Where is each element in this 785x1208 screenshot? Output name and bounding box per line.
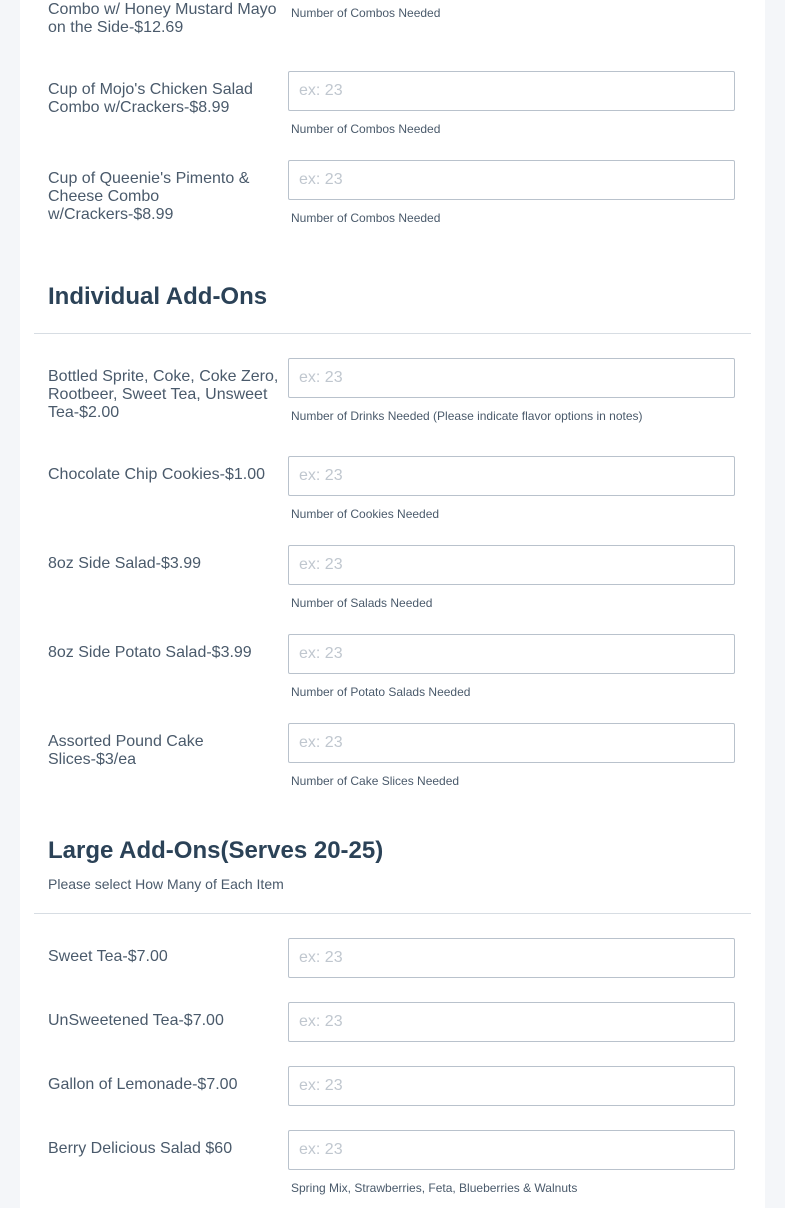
- combo-chicken-salad-field[interactable]: [289, 72, 734, 110]
- pound-cake-field[interactable]: [289, 724, 734, 762]
- lemonade-input[interactable]: [288, 1066, 735, 1106]
- sweet-tea-input[interactable]: [288, 938, 735, 978]
- potato-salad-field[interactable]: [289, 635, 734, 673]
- pound-cake-label: Assorted Pound Cake Slices-$3/ea: [48, 733, 204, 768]
- combo-pimento-cheese-input[interactable]: [288, 160, 735, 200]
- pound-cake-help: Number of Cake Slices Needed: [291, 774, 460, 788]
- potato-salad-help: Number of Potato Salads Needed: [291, 685, 471, 699]
- unsweetened-tea-field[interactable]: [289, 1003, 734, 1041]
- combo-honey-mustard-label: Combo w/ Honey Mustard Mayo on the Side-$12.69: [48, 1, 277, 36]
- side-salad-help: Number of Salads Needed: [291, 596, 433, 610]
- large-addons-heading: Large Add-Ons(Serves 20-25): [48, 837, 384, 864]
- combo-pimento-cheese-label: Cup of Queenie's Pimento & Cheese Combo w/Crackers-$8.99: [48, 170, 250, 223]
- drinks-input[interactable]: [288, 358, 735, 398]
- potato-salad-input[interactable]: [288, 634, 735, 674]
- side-salad-field[interactable]: [289, 546, 734, 584]
- cookies-field[interactable]: [289, 457, 734, 495]
- lemonade-label: Gallon of Lemonade-$7.00: [48, 1076, 238, 1093]
- pound-cake-input[interactable]: [288, 723, 735, 763]
- sweet-tea-label: Sweet Tea-$7.00: [48, 948, 168, 965]
- combo-chicken-salad-input[interactable]: [288, 71, 735, 111]
- drinks-label: Bottled Sprite, Coke, Coke Zero, Rootbeer, Sweet Tea, Unsweet Tea-$2.00: [48, 368, 279, 421]
- section-divider: [34, 333, 751, 334]
- potato-salad-label: 8oz Side Potato Salad-$3.99: [48, 644, 252, 661]
- combo-chicken-salad-label: Cup of Mojo's Chicken Salad Combo w/Crackers-$8.99: [48, 81, 253, 116]
- berry-salad-field[interactable]: [289, 1131, 734, 1169]
- drinks-help: Number of Drinks Needed (Please indicate flavor options in notes): [291, 409, 643, 423]
- cookies-help: Number of Cookies Needed: [291, 507, 440, 521]
- combo-chicken-salad-help: Number of Combos Needed: [291, 122, 441, 136]
- cookies-label: Chocolate Chip Cookies-$1.00: [48, 466, 266, 483]
- combo-pimento-cheese-help: Number of Combos Needed: [291, 211, 441, 225]
- drinks-field[interactable]: [289, 359, 734, 397]
- berry-salad-label: Berry Delicious Salad $60: [48, 1140, 233, 1157]
- combo-pimento-cheese-field[interactable]: [289, 161, 734, 199]
- combo-honey-mustard-help: Number of Combos Needed: [291, 6, 441, 20]
- side-salad-input[interactable]: [288, 545, 735, 585]
- cookies-input[interactable]: [288, 456, 735, 496]
- large-addons-subtext: Please select How Many of Each Item: [48, 876, 284, 892]
- unsweetened-tea-label: UnSweetened Tea-$7.00: [48, 1012, 224, 1029]
- lemonade-field[interactable]: [289, 1067, 734, 1105]
- section-divider: [34, 913, 751, 914]
- sweet-tea-field[interactable]: [289, 939, 734, 977]
- individual-addons-heading: Individual Add-Ons: [48, 283, 268, 310]
- berry-salad-help: Spring Mix, Strawberries, Feta, Blueberries & Walnuts: [291, 1181, 578, 1195]
- side-salad-label: 8oz Side Salad-$3.99: [48, 555, 201, 572]
- unsweetened-tea-input[interactable]: [288, 1002, 735, 1042]
- berry-salad-input[interactable]: [288, 1130, 735, 1170]
